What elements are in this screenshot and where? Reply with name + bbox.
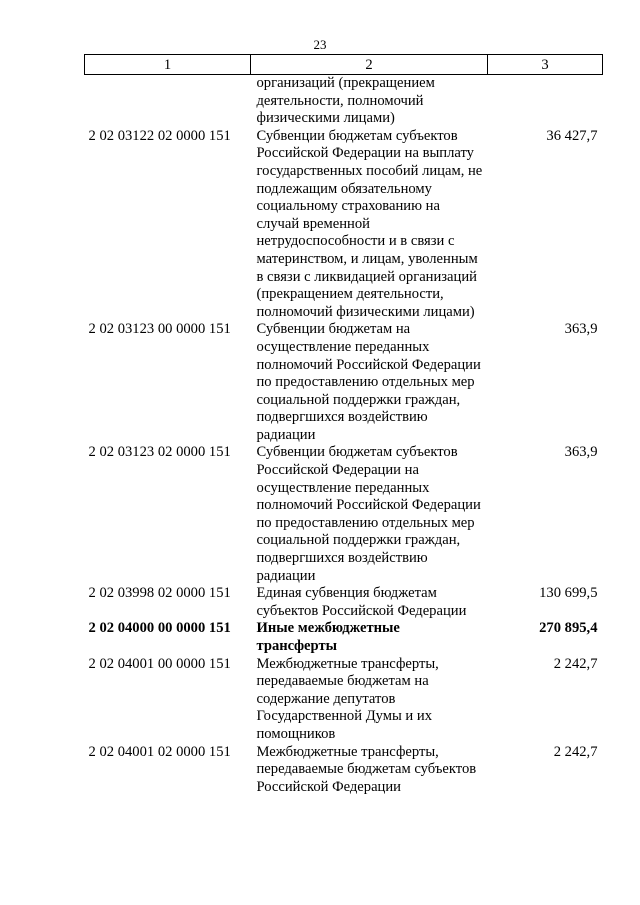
row-description: Межбюджетные трансферты, передаваемые бюджетам субъектов Российской Федерации [256,743,477,795]
row-code: 2 02 04000 00 0000 151 [88,620,231,637]
row-amount: 270 895,4 [539,620,598,637]
column-header-description: 2 [251,55,488,75]
row-description: организаций (прекращением деятельности, полномочий физическими лицами) [256,75,435,127]
row-code: 2 02 03123 00 0000 151 [88,321,231,338]
table-header [85,55,603,75]
row-amount: 2 242,7 [553,743,598,760]
row-amount: 130 699,5 [539,585,598,602]
table-row [85,585,603,620]
table-row [85,75,603,128]
table-row [85,128,603,322]
row-code: 2 02 04001 02 0000 151 [88,743,231,760]
row-code [85,75,251,128]
column-header-amount: 3 [488,55,603,75]
row-amount: 363,9 [564,444,598,461]
row-amount [488,75,603,128]
row-code: 2 02 03122 02 0000 151 [88,127,231,144]
row-description: Субвенции бюджетам субъектов Российской Федерации на выплату государственных пособий лицам, не подлежащим обязательному социальному страхованию на случай временной нетрудоспособности и в связи с материнством, и лицам, уволенным в связи с ликвидацией организаций (прекращением деятельности, полномочий физическими лицами) [256,127,483,320]
row-code: 2 02 03123 02 0000 151 [88,444,231,461]
table-row [85,321,603,444]
header-row [85,55,603,75]
row-code: 2 02 03998 02 0000 151 [88,585,231,602]
row-code: 2 02 04001 00 0000 151 [88,655,231,672]
row-amount: 2 242,7 [553,655,598,672]
row-amount: 363,9 [564,321,598,338]
row-amount: 36 427,7 [546,127,598,144]
table-row [85,656,603,744]
row-description: Единая субвенция бюджетам субъектов Российской Федерации [256,585,467,619]
table-row [85,444,603,585]
row-description: Субвенции бюджетам субъектов Российской Федерации на осуществление переданных полномочий Российской Федерации по предоставлению отдельных мер социальной поддержки граждан, подвергшихся воздействию радиации [256,444,481,584]
column-header-code: 1 [85,55,251,75]
page-number: 23 [313,37,327,52]
row-description: Иные межбюджетные трансферты [256,620,400,654]
table-row [85,620,603,655]
row-description: Межбюджетные трансферты, передаваемые бюджетам на содержание депутатов Государственной Думы и их помощников [256,655,439,742]
table-body [85,75,603,797]
table-row [85,744,603,797]
budget-table [84,54,603,796]
row-description: Субвенции бюджетам на осуществление переданных полномочий Российской Федерации по предоставлению отдельных мер социальной поддержки граждан, подвергшихся воздействию радиации [256,321,481,443]
